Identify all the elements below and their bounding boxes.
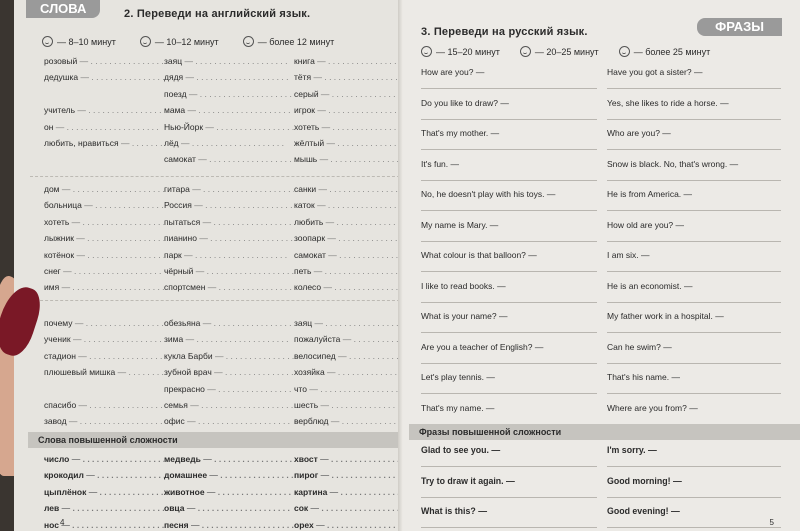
word-item: пирог — . . (294, 468, 400, 484)
word-item: песня — . . (164, 518, 294, 531)
phrase-item (607, 310, 791, 341)
phrase-item (421, 188, 607, 219)
word-item: розовый — . . (44, 54, 164, 70)
phrase-text: I like to read books. — (421, 281, 506, 291)
word-item: лёд — . . (164, 136, 294, 152)
word-item: пытаться — . . (164, 215, 294, 231)
word-item: парк — . . (164, 248, 294, 264)
word-item: животное — . . (164, 485, 294, 501)
phrase-item (421, 219, 607, 250)
phrase-text: Yes, she likes to ride a horse. — (607, 98, 729, 108)
word-item: Нью-Йорк — . . (164, 120, 294, 136)
phrase-item (607, 475, 791, 506)
phrase-item (607, 188, 791, 219)
word-item: прекрасно — . . (164, 382, 294, 398)
word-item: крокодил — . . (44, 468, 164, 484)
word-item: любить — . . (294, 215, 400, 231)
page-number: 5 (769, 518, 774, 527)
word-item: серый — . . (294, 87, 400, 103)
word-item: Россия — . . (164, 198, 294, 214)
word-item: колесо — . . (294, 280, 400, 296)
word-item: шесть — . . (294, 398, 400, 414)
word-item: хвост — . . (294, 452, 400, 468)
word-item: он — . . (44, 120, 164, 136)
word-item: мама — . . (164, 103, 294, 119)
phrase-text: That's my mother. — (421, 128, 499, 138)
smiley-icon (421, 46, 432, 57)
page-number: 4 (60, 518, 65, 527)
word-item: почему — . . (44, 316, 164, 332)
phrase-item (607, 97, 791, 128)
phrase-text: Let's play tennis. — (421, 372, 495, 382)
smiley-icon (42, 36, 53, 47)
right-page (403, 0, 800, 531)
hard-phrase-list (421, 444, 791, 531)
word-item: число — . . (44, 452, 164, 468)
word-item: пианино — . . (164, 231, 294, 247)
word-item: цыплёнок — . . (44, 485, 164, 501)
left-hard-band: Слова повышенной сложности (28, 432, 402, 448)
phrase-text: How are you? — (421, 67, 484, 77)
right-hard-band: Фразы повышенной сложности (409, 424, 800, 440)
word-item: снег — . . (44, 264, 164, 280)
phrase-text: My father work in a hospital. — (607, 311, 724, 321)
word-item: заяц — . . (294, 316, 400, 332)
left-page (14, 0, 402, 531)
right-task-title: 3. Переведи на русский язык. (421, 26, 588, 38)
word-item: спортсмен — . . (164, 280, 294, 296)
word-item: тётя — . . (294, 70, 400, 86)
phrase-text: What is this? — (421, 506, 487, 516)
word-item: имя — . . (44, 280, 164, 296)
word-item: офис — . . (164, 414, 294, 430)
word-item: поезд — . . (164, 87, 294, 103)
phrase-text: Where are you from? — (607, 403, 698, 413)
word-section-3 (44, 316, 400, 431)
word-item: хотеть — . . (44, 215, 164, 231)
word-item: ученик — . . (44, 332, 164, 348)
section-divider (30, 176, 400, 177)
word-item: лыжник — . . (44, 231, 164, 247)
hard-words (44, 452, 400, 531)
word-item: игрок — . . (294, 103, 400, 119)
phrase-item (421, 127, 607, 158)
phrase-item (421, 97, 607, 128)
word-item: обезьяна — . . (164, 316, 294, 332)
phrase-text: Good morning! — (607, 476, 682, 486)
word-item: дядя — . . (164, 70, 294, 86)
phrase-text: How old are you? — (607, 220, 684, 230)
word-item: верблюд — . . (294, 414, 400, 430)
phrase-item (607, 371, 791, 402)
phrase-item (607, 341, 791, 372)
word-item: самокат — . . (164, 152, 294, 168)
phrase-text: Can he swim? — (607, 342, 672, 352)
word-item: семья — . . (164, 398, 294, 414)
word-item: любить, нравиться — . . (44, 136, 164, 152)
section-divider (30, 300, 400, 301)
word-item: книга — . . (294, 54, 400, 70)
word-item: мышь — . . (294, 152, 400, 168)
phrase-item (607, 66, 791, 97)
word-item: что — . . (294, 382, 400, 398)
phrase-item (421, 475, 607, 506)
word-item: сок — . . (294, 501, 400, 517)
right-timing: — 15–20 минут — 20–25 минут — более 25 минут (421, 46, 710, 57)
phrase-text: What is your name? — (421, 311, 507, 321)
word-item: дедушка — . . (44, 70, 164, 86)
phrase-item (607, 280, 791, 311)
word-item: медведь — . . (164, 452, 294, 468)
phrase-text: That's my name. — (421, 403, 494, 413)
word-item: зоопарк — . . (294, 231, 400, 247)
phrase-item (607, 505, 791, 531)
word-item: стадион — . . (44, 349, 164, 365)
word-section-1 (44, 54, 400, 169)
phrase-item (607, 219, 791, 250)
word-item: домашнее — . . (164, 468, 294, 484)
word-item: картина — . . (294, 485, 400, 501)
word-item: велосипед — . . (294, 349, 400, 365)
phrase-item (607, 249, 791, 280)
phrase-text: It's fun. — (421, 159, 459, 169)
word-item: лев — . . (44, 501, 164, 517)
word-item: овца — . . (164, 501, 294, 517)
phrase-text: Glad to see you. — (421, 445, 500, 455)
phrase-item (421, 158, 607, 189)
left-timing: — 8–10 минут — 10–12 минут — более 12 минут (42, 36, 334, 47)
word-section-2 (44, 182, 400, 297)
smiley-icon (140, 36, 151, 47)
phrase-item (607, 158, 791, 189)
word-item: кукла Барби — . . (164, 349, 294, 365)
phrase-item (421, 280, 607, 311)
word-item: орех — . . (294, 518, 400, 531)
word-item: гитара — . . (164, 182, 294, 198)
phrase-text: I'm sorry. — (607, 445, 657, 455)
phrase-item (421, 66, 607, 97)
phrase-text: No, he doesn't play with his toys. — (421, 189, 555, 199)
phrase-item (607, 127, 791, 158)
phrase-item (421, 249, 607, 280)
phrase-item (421, 505, 607, 531)
word-item: петь — . . (294, 264, 400, 280)
phrase-item (421, 371, 607, 402)
word-item: завод — . . (44, 414, 164, 430)
smiley-icon (243, 36, 254, 47)
word-item: зубной врач — . . (164, 365, 294, 381)
phrase-text: What colour is that balloon? — (421, 250, 537, 260)
phrase-text: Snow is black. No, that's wrong. — (607, 159, 738, 169)
word-item: дом — . . (44, 182, 164, 198)
phrase-text: My name is Mary. — (421, 220, 498, 230)
word-item: учитель — . . (44, 103, 164, 119)
word-item: чёрный — . . (164, 264, 294, 280)
word-item: хозяйка — . . (294, 365, 400, 381)
phrase-item (421, 310, 607, 341)
word-item: заяц — . . (164, 54, 294, 70)
word-item: каток — . . (294, 198, 400, 214)
word-item: нос — . . (44, 518, 164, 531)
word-item: жёлтый — . . (294, 136, 400, 152)
word-item: хотеть — . . (294, 120, 400, 136)
phrase-text: Good evening! — (607, 506, 680, 516)
word-item: спасибо — . . (44, 398, 164, 414)
word-item: котёнок — . . (44, 248, 164, 264)
word-item: зима — . . (164, 332, 294, 348)
word-item: больница — . . (44, 198, 164, 214)
left-tab: СЛОВА (26, 0, 100, 18)
word-item: самокат — . . (294, 248, 400, 264)
phrase-text: He is from America. — (607, 189, 692, 199)
phrase-text: Who are you? — (607, 128, 671, 138)
smiley-icon (619, 46, 630, 57)
phrase-text: Have you got a sister? — (607, 67, 702, 77)
phrase-item (607, 444, 791, 475)
left-task-title: 2. Переведи на английский язык. (124, 8, 311, 20)
right-tab: ФРАЗЫ (697, 18, 782, 36)
phrase-text: Are you a teacher of English? — (421, 342, 543, 352)
word-item: санки — . . (294, 182, 400, 198)
phrase-text: Do you like to draw? — (421, 98, 509, 108)
phrase-item (421, 341, 607, 372)
phrase-item (421, 444, 607, 475)
phrase-text: I am six. — (607, 250, 650, 260)
phrase-text: He is an economist. — (607, 281, 693, 291)
phrase-list (421, 66, 791, 432)
smiley-icon (520, 46, 531, 57)
word-item: пожалуйста — . . (294, 332, 400, 348)
phrase-text: That's his name. — (607, 372, 680, 382)
phrase-text: Try to draw it again. — (421, 476, 515, 486)
word-item: плюшевый мишка — . . (44, 365, 164, 381)
